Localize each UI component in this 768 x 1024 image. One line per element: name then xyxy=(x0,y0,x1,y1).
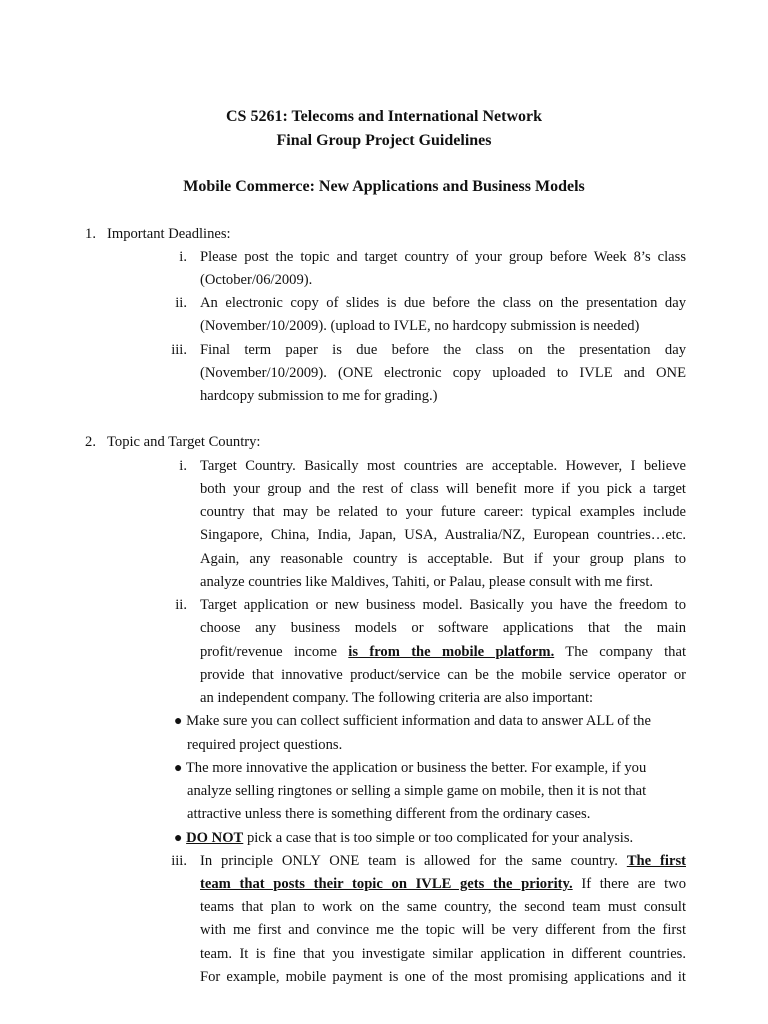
bullet-2-line3: attractive unless there is something different from the ordinary cases. xyxy=(187,806,591,822)
topic-ii-line5: an independent company. The following criteria are also important: xyxy=(200,690,594,706)
first-team-emphasis: The first xyxy=(626,853,686,869)
mobile-platform-emphasis: is from the mobile platform. xyxy=(348,644,555,660)
topic-i-line4: Singapore, China, India, Japan, USA, Australia/NZ, European countries…etc. xyxy=(200,527,686,543)
topic-iii-line6: For example, mobile payment is one of the most promising applications and it xyxy=(200,969,686,985)
deadline-iii-number: iii. xyxy=(171,342,187,358)
topic-title: Mobile Commerce: New Applications and Business Models xyxy=(183,178,585,195)
topic-i-line6: analyze countries like Maldives, Tahiti, or Palau, please consult with me first. xyxy=(200,574,654,590)
topic-ii-number: ii. xyxy=(175,597,187,613)
topic-iii-line4: with me first and convince me the topic will be very different from the first xyxy=(200,922,686,938)
bullet-icon: ● xyxy=(174,761,183,776)
guidelines-title: Final Group Project Guidelines xyxy=(276,132,492,149)
deadline-iii-line3: hardcopy submission to me for grading.) xyxy=(200,388,438,404)
deadline-i-line2: (October/06/2009). xyxy=(200,272,313,288)
bullet-3-text: pick a case that is too simple or too complicated for your analysis. xyxy=(246,830,634,846)
topic-i-line5: Again, any reasonable country is acceptable. But if your group plans to xyxy=(200,551,686,567)
topic-i-line1: Target Country. Basically most countries are acceptable. However, I believe xyxy=(200,458,686,474)
bullet-1-line2: required project questions. xyxy=(187,737,343,753)
deadline-iii-line2: (November/10/2009). (ONE electronic copy uploaded to IVLE and ONE xyxy=(200,365,686,381)
topic-i-number: i. xyxy=(179,458,187,474)
do-not-emphasis: DO NOT xyxy=(186,830,244,846)
bullet-icon: ● xyxy=(174,714,183,729)
bullet-1-line1 xyxy=(174,713,651,730)
section1-heading: Important Deadlines: xyxy=(107,226,231,242)
section2-heading: Topic and Target Country: xyxy=(107,434,261,450)
topic-ii-line3 xyxy=(200,644,686,661)
topic-iii-line2 xyxy=(200,876,686,893)
bullet-2-line2: analyze selling ringtones or selling a simple game on mobile, then it is not that xyxy=(187,783,647,799)
topic-ii-line1: Target application or new business model. Basically you have the freedom to xyxy=(200,597,686,613)
bullet-2-text: The more innovative the application or business the better. For example, if you xyxy=(185,760,647,776)
deadline-i-line1: Please post the topic and target country of your group before Week 8’s class xyxy=(200,249,686,265)
bullet-icon: ● xyxy=(174,831,183,846)
priority-emphasis: team that posts their topic on IVLE gets the priority. xyxy=(200,876,573,892)
topic-ii-line3-pre: profit/revenue income xyxy=(200,644,337,660)
bullet-1-text: Make sure you can collect sufficient information and data to answer ALL of the xyxy=(186,713,651,729)
topic-ii-line2: choose any business models or software applications that the main xyxy=(200,620,686,636)
deadline-ii-line2: (November/10/2009). (upload to IVLE, no hardcopy submission is needed) xyxy=(200,318,640,334)
topic-iii-line2-post: If there are two xyxy=(581,876,687,892)
section2-number: 2. xyxy=(85,434,96,450)
topic-iii-line1-pre: In principle ONLY ONE team is allowed for the same country. xyxy=(200,853,618,869)
section1-number: 1. xyxy=(85,226,96,242)
topic-iii-line1 xyxy=(200,853,686,870)
bullet-2-line1 xyxy=(174,760,646,777)
deadline-i-number: i. xyxy=(179,249,187,265)
topic-iii-line3: teams that plan to work on the same country, the second team must consult xyxy=(200,899,686,915)
topic-ii-line3-post: The company that xyxy=(565,644,686,660)
topic-i-line2: both your group and the rest of class will benefit more if you pick a target xyxy=(200,481,686,497)
deadline-iii-line1: Final term paper is due before the class on the presentation day xyxy=(200,342,686,358)
topic-iii-number: iii. xyxy=(171,853,187,869)
course-title: CS 5261: Telecoms and International Network xyxy=(225,108,542,125)
deadline-ii-number: ii. xyxy=(175,295,187,311)
topic-ii-line4: provide that innovative product/service can be the mobile service operator or xyxy=(200,667,686,683)
bullet-3-line1 xyxy=(174,830,633,847)
topic-iii-line5: team. It is fine that you investigate similar application in different countries. xyxy=(200,946,686,962)
topic-i-line3: country that may be related to your future career: typical examples include xyxy=(200,504,686,520)
deadline-ii-line1: An electronic copy of slides is due before the class on the presentation day xyxy=(200,295,686,311)
